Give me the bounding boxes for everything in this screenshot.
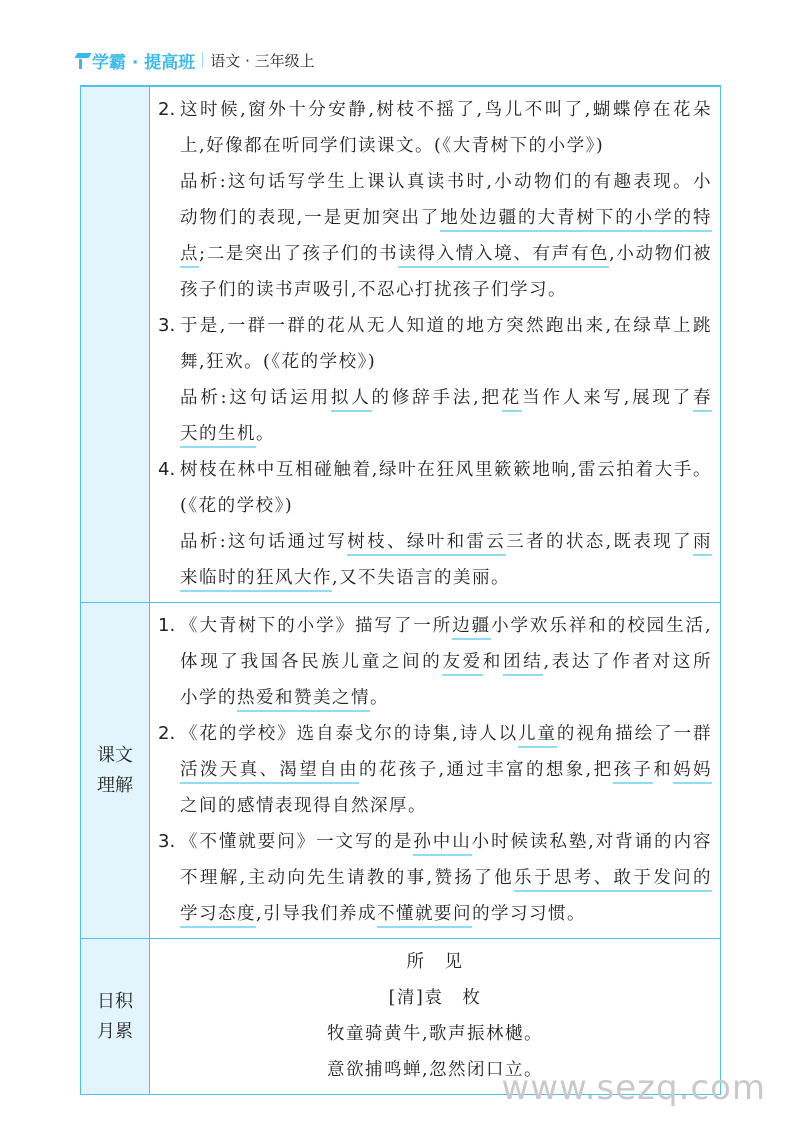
- text-segment: 之间的感情表现得自然深厚。: [180, 796, 427, 816]
- underlined-key-phrase: 乐于思考、敢于发问的: [514, 868, 712, 892]
- text-segment: 品析:这句话通过写: [180, 532, 348, 552]
- underlined-key-phrase: 学习态度: [180, 904, 256, 928]
- text-segment: 。: [256, 424, 275, 444]
- text-segment: 和: [653, 760, 674, 780]
- text-line: [180, 416, 712, 452]
- brand-logo: [76, 48, 195, 73]
- text-segment: 的学习习惯。: [472, 904, 587, 924]
- text-line: [180, 452, 712, 488]
- text-segment: 小学的: [180, 688, 237, 708]
- text-line: [180, 200, 712, 236]
- text-line: [180, 896, 712, 932]
- list-item: [158, 308, 712, 452]
- section-content: [150, 603, 720, 938]
- text-line: [180, 128, 712, 164]
- underlined-key-phrase: 点: [180, 244, 199, 268]
- text-segment: ,引导我们养成: [256, 904, 378, 924]
- graduation-cap-icon: [76, 51, 90, 69]
- section-label: [81, 939, 150, 1094]
- text-segment: ,小动物们被: [609, 244, 713, 264]
- item-number: 3.: [158, 315, 176, 336]
- item-text: [180, 92, 712, 308]
- item-number: 4.: [158, 459, 176, 480]
- list-item: [158, 92, 712, 308]
- section-label: [81, 603, 150, 938]
- poem-line: 意欲捕鸣蝉,忽然闭口立。: [326, 1060, 544, 1080]
- text-segment: 《大青树下的小学》描写了一所: [180, 616, 453, 636]
- text-segment: 的花孩子,通过丰富的想象,把: [358, 760, 614, 780]
- content-table: [80, 85, 721, 1095]
- text-segment: 小学欢乐祥和的校园生活,: [491, 616, 713, 636]
- text-line: [180, 716, 712, 752]
- underlined-key-phrase: 雨: [693, 532, 712, 556]
- section-content: [150, 87, 720, 602]
- section-label-line: 课文: [97, 744, 133, 766]
- text-line: [180, 860, 712, 896]
- text-segment: 上,好像都在听同学们读课文。(《大青树下的小学》): [180, 136, 605, 156]
- text-segment: 孩子们的读书声吸引,不忍心打扰孩子们学习。: [180, 280, 568, 300]
- underlined-key-phrase: 孩子: [613, 760, 653, 784]
- underlined-key-phrase: 边疆: [452, 616, 491, 640]
- underlined-key-phrase: 热爱和赞美之情: [237, 688, 370, 712]
- text-line: [180, 308, 712, 344]
- text-segment: 于是,一群一群的花从无人知道的地方突然跑出来,在绿草上跳: [180, 316, 712, 336]
- list-item: [158, 452, 712, 596]
- text-segment: 小时候读私塾,对背诵的内容: [471, 832, 713, 852]
- underlined-key-phrase: 天的生机: [180, 424, 256, 448]
- text-segment: 《花的学校》选自泰戈尔的诗集,诗人以: [180, 724, 519, 744]
- text-line: [180, 344, 712, 380]
- text-line: [180, 560, 712, 596]
- text-line: [180, 608, 712, 644]
- text-segment: (《花的学校》): [180, 496, 294, 516]
- underlined-key-phrase: 地处边疆的大青树下的小学的特: [440, 208, 712, 232]
- text-segment: 三者的状态,既表现了: [506, 532, 694, 552]
- table-row: [81, 602, 720, 938]
- item-text: [180, 716, 712, 824]
- text-line: [180, 824, 712, 860]
- watermark: www.sezq.com: [501, 1068, 766, 1108]
- text-segment: 当作人来写,展现了: [522, 388, 694, 408]
- item-number: 2.: [158, 723, 176, 744]
- poem-author: [清]袁 枚: [388, 988, 482, 1008]
- section-label-line: 理解: [97, 774, 133, 796]
- text-segment: 《不懂就要问》一文写的是: [180, 832, 414, 852]
- brand-name: 学霸 · 提高班: [92, 52, 196, 73]
- underlined-key-phrase: 活泼天真、渴望自由: [180, 760, 359, 784]
- text-segment: 不理解,主动向先生请教的事,赞扬了他: [180, 868, 515, 888]
- text-segment: 品析:这句话写学生上课认真读书时,小动物们的有趣表现。小: [180, 172, 712, 192]
- underlined-key-phrase: 树枝、绿叶和雷云: [347, 532, 506, 556]
- page-header: [76, 46, 315, 74]
- text-line: [180, 488, 712, 524]
- text-segment: ;二是突出了孩子们的书: [199, 244, 399, 264]
- underlined-key-phrase: 来临时的狂风大作: [180, 568, 332, 592]
- table-row: [81, 87, 720, 602]
- underlined-key-phrase: 团结: [503, 652, 543, 676]
- poem-title: 所 见: [406, 952, 464, 972]
- underlined-key-phrase: 花: [502, 388, 522, 412]
- text-segment: ,又不失语言的美丽。: [332, 568, 511, 588]
- text-segment: 体现了我国各民族儿童之间的: [180, 652, 443, 672]
- underlined-key-phrase: 拟人: [331, 388, 372, 412]
- underlined-key-phrase: 孙中山: [413, 832, 471, 856]
- subject-label: 语文 · 三年级上: [210, 51, 315, 70]
- text-line: [180, 236, 712, 272]
- text-line: [180, 92, 712, 128]
- item-number: 1.: [158, 615, 176, 636]
- text-line: [180, 752, 712, 788]
- header-divider: [202, 52, 203, 68]
- poem-line: 牧童骑黄牛,歌声振林樾。: [326, 1024, 544, 1044]
- list-item: [158, 716, 712, 824]
- item-text: [180, 452, 712, 596]
- section-label: [81, 87, 150, 602]
- item-number: 2.: [158, 99, 176, 120]
- list-item: [158, 608, 712, 716]
- text-segment: ,表达了作者对这所: [543, 652, 713, 672]
- text-line: [180, 272, 712, 308]
- item-text: [180, 308, 712, 452]
- text-segment: 的视角描绘了一群: [556, 724, 713, 744]
- list-item: [158, 824, 712, 932]
- underlined-key-phrase: 读得入情入境、有声有色: [398, 244, 609, 268]
- underlined-key-phrase: 妈妈: [673, 760, 712, 784]
- text-segment: 舞,狂欢。(《花的学校》): [180, 352, 377, 372]
- text-segment: 树枝在林中互相碰触着,绿叶在狂风里簌簌地响,雷云拍着大手。: [180, 460, 712, 480]
- text-line: [180, 680, 712, 716]
- text-line: [180, 164, 712, 200]
- text-segment: 的修辞手法,把: [371, 388, 502, 408]
- section-label-line: 月累: [97, 1020, 133, 1042]
- underlined-key-phrase: 儿童: [518, 724, 557, 748]
- text-segment: 品析:这句话运用: [180, 388, 331, 408]
- text-line: [180, 524, 712, 560]
- section-label-line: 日积: [97, 990, 133, 1012]
- text-segment: 。: [370, 688, 389, 708]
- text-segment: 动物们的表现,一是更加突出了: [180, 208, 441, 228]
- text-line: [180, 644, 712, 680]
- text-segment: 这时候,窗外十分安静,树枝不摇了,鸟儿不叫了,蝴蝶停在花朵: [180, 100, 712, 120]
- item-number: 3.: [158, 831, 176, 852]
- underlined-key-phrase: 春: [693, 388, 712, 412]
- text-line: [180, 380, 712, 416]
- item-text: [180, 608, 712, 716]
- item-text: [180, 824, 712, 932]
- text-segment: 和: [482, 652, 504, 672]
- text-line: [180, 788, 712, 824]
- underlined-key-phrase: 不懂就要问: [377, 904, 472, 928]
- underlined-key-phrase: 友爱: [442, 652, 482, 676]
